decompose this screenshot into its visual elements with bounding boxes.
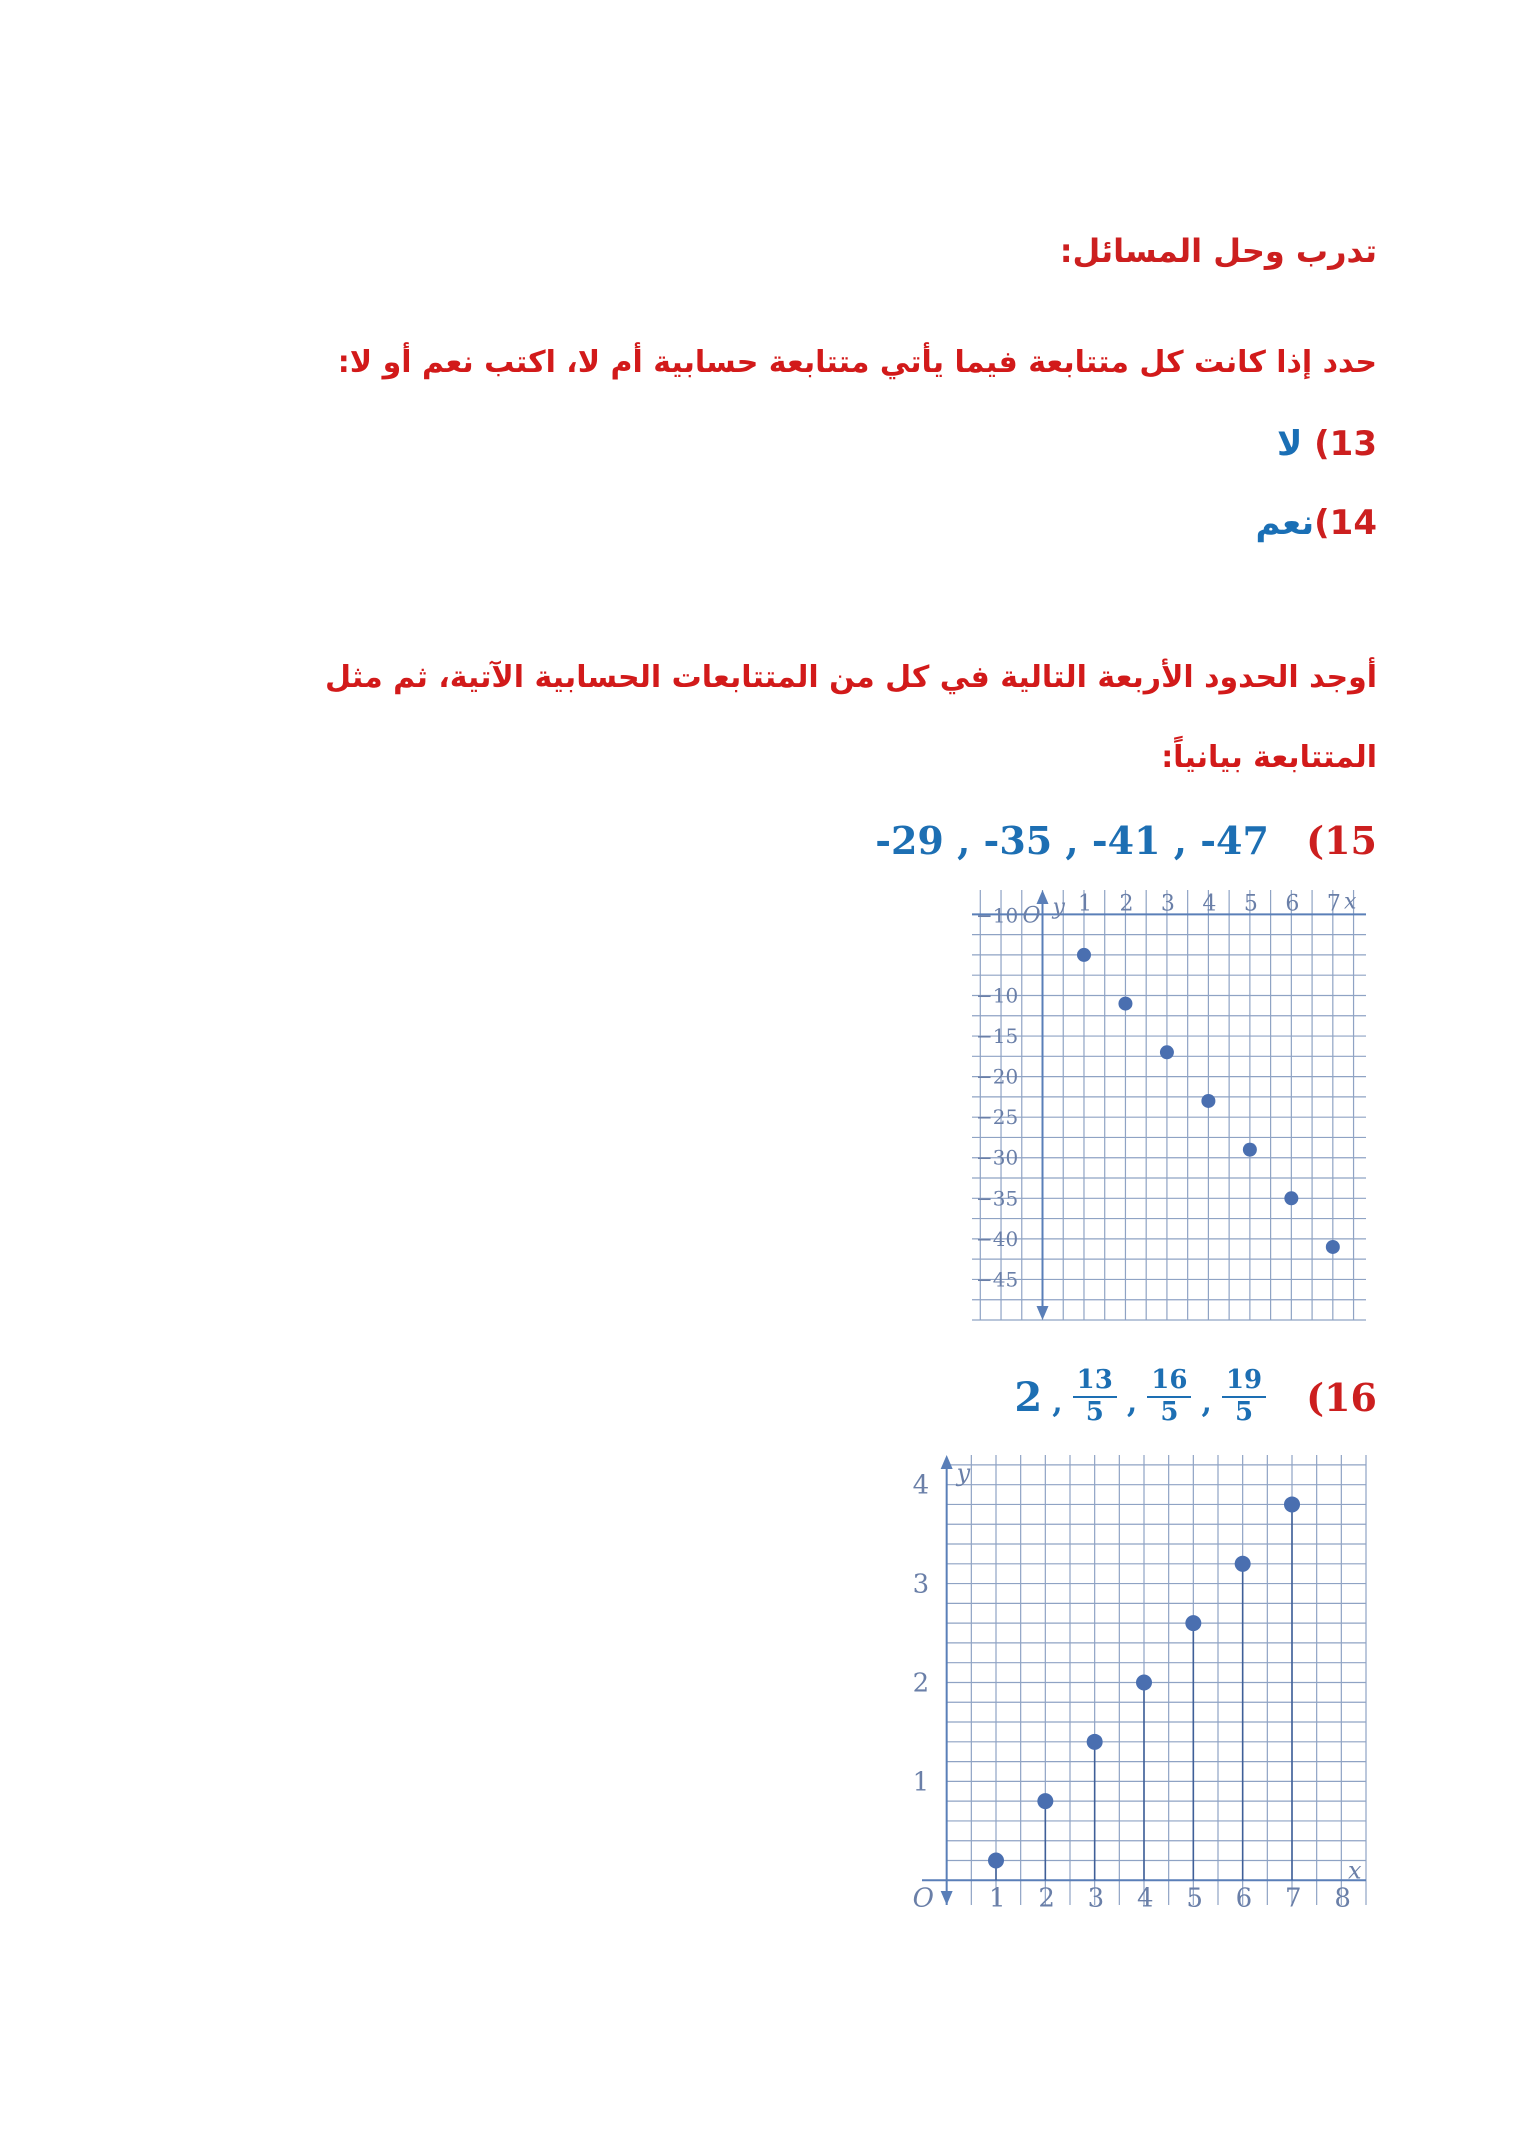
data-point xyxy=(1284,1496,1300,1512)
y-axis-arrow-down xyxy=(1037,1306,1049,1320)
origin-label: O xyxy=(1022,903,1041,929)
y-tick-label: 4 xyxy=(912,1470,930,1501)
question-16-number: (16 xyxy=(1306,1374,1377,1420)
x-tick-label: 7 xyxy=(1326,891,1341,917)
x-tick-label: 4 xyxy=(1202,891,1217,917)
x-tick-label: 1 xyxy=(989,1883,1006,1914)
question-15-number: (15 xyxy=(1306,818,1377,863)
fraction-numerator: 16 xyxy=(1147,1366,1191,1398)
question-15 xyxy=(875,818,1377,863)
question-14-answer: نعم xyxy=(1255,503,1315,543)
data-point xyxy=(1087,1734,1103,1750)
question-14 xyxy=(1256,503,1378,543)
question-16-fraction-2 xyxy=(1147,1366,1191,1428)
question-16-comma: , xyxy=(1126,1385,1138,1420)
section-heading: تدرب وحل المسائل: xyxy=(1059,232,1377,270)
x-tick-label: 3 xyxy=(1087,1883,1105,1914)
question-13-number: 13) xyxy=(1314,424,1377,464)
data-point xyxy=(1136,1674,1152,1690)
question-13-answer: لا xyxy=(1276,424,1303,464)
x-tick-label: 2 xyxy=(1038,1883,1055,1914)
y-tick-label: −15 xyxy=(976,1024,1019,1049)
data-point xyxy=(1201,1094,1215,1108)
y-tick-label: −40 xyxy=(976,1226,1019,1251)
y-axis-arrow-up xyxy=(1037,890,1049,904)
fraction-denominator: 5 xyxy=(1234,1397,1254,1427)
y-axis-label: y xyxy=(1052,895,1065,920)
graph-question-15 xyxy=(972,890,1366,1320)
y-tick-label: −45 xyxy=(976,1267,1019,1292)
origin-label: O xyxy=(912,1883,934,1914)
x-tick-label: 5 xyxy=(1186,1883,1203,1914)
data-point xyxy=(1284,1191,1298,1205)
question-16-fraction-3 xyxy=(1222,1366,1266,1428)
y-tick-label: 1 xyxy=(912,1767,930,1798)
data-point xyxy=(1243,1143,1257,1157)
data-point xyxy=(1118,997,1132,1011)
y-axis-arrow-down xyxy=(941,1891,953,1905)
question-16-comma: , xyxy=(1052,1385,1063,1420)
y-tick-label: 2 xyxy=(912,1668,930,1699)
x-tick-label: 5 xyxy=(1243,891,1258,917)
question-13 xyxy=(1277,424,1377,464)
data-point xyxy=(1235,1556,1251,1572)
data-point xyxy=(1037,1793,1053,1809)
question-15-sequence: -29 , -35 , -41 , -47 xyxy=(875,818,1269,863)
y-tick-label: −30 xyxy=(976,1145,1019,1170)
fraction-numerator: 13 xyxy=(1073,1366,1117,1398)
x-tick-label: 3 xyxy=(1160,891,1175,917)
fraction-numerator: 19 xyxy=(1222,1366,1266,1398)
y-tick-label: −10 xyxy=(976,983,1019,1008)
y-tick-label: −25 xyxy=(976,1105,1019,1130)
instruction-next-terms-line1: أوجد الحدود الأربعة التالية في كل من المتتابعات الحسابية الآتية، ثم مثل xyxy=(325,660,1377,695)
x-tick-label: 8 xyxy=(1334,1883,1351,1914)
question-16-first-term: 2 xyxy=(1014,1373,1043,1421)
graph-question-16 xyxy=(912,1455,1366,1914)
data-point xyxy=(1185,1615,1201,1631)
y-tick-label: −35 xyxy=(976,1186,1019,1211)
question-16 xyxy=(1014,1352,1377,1442)
data-point xyxy=(1077,948,1091,962)
fraction-denominator: 5 xyxy=(1160,1397,1179,1427)
question-14-number: 14) xyxy=(1314,503,1377,543)
question-16-comma: , xyxy=(1201,1385,1212,1420)
instruction-next-terms-line2: المتتابعة بيانياً: xyxy=(1161,740,1377,775)
x-axis-label: x xyxy=(1348,1856,1362,1885)
x-tick-label: 7 xyxy=(1285,1883,1302,1914)
data-point xyxy=(1160,1045,1174,1059)
fraction-denominator: 5 xyxy=(1085,1397,1104,1427)
x-tick-label: 1 xyxy=(1077,891,1092,917)
y-tick-label: −20 xyxy=(976,1064,1019,1089)
y-axis-label: y xyxy=(956,1459,971,1487)
data-point xyxy=(988,1852,1004,1868)
x-tick-label: 6 xyxy=(1285,891,1300,917)
question-16-fraction-1 xyxy=(1073,1366,1117,1428)
data-point xyxy=(1326,1240,1340,1254)
y-axis-arrow-up xyxy=(941,1455,953,1469)
x-tick-label: 4 xyxy=(1137,1883,1154,1914)
x-tick-label: 2 xyxy=(1119,891,1134,917)
x-axis-label: x xyxy=(1344,889,1357,915)
y-tick-label: 3 xyxy=(912,1569,930,1600)
instruction-arithmetic-check: حدد إذا كانت كل متتابعة فيما يأتي متتابعة حسابية أم لا، اكتب نعم أو لا: xyxy=(337,345,1377,380)
x-tick-label: 6 xyxy=(1235,1883,1253,1914)
y-tick-label: −10 xyxy=(976,903,1019,928)
